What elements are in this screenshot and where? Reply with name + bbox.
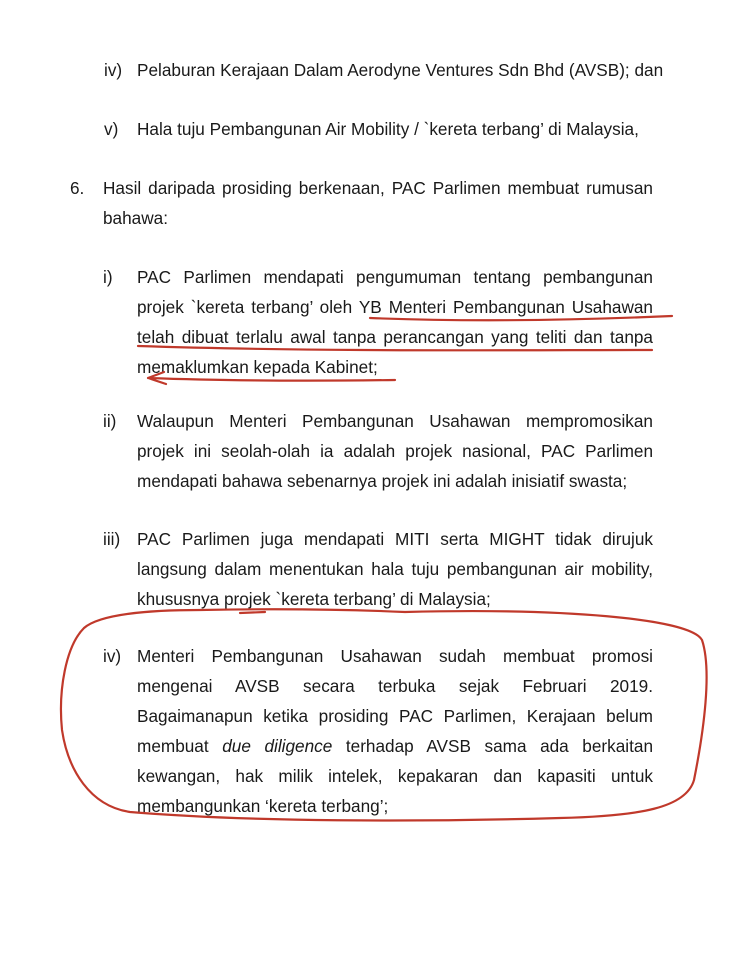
finding-iii-text: PAC Parlimen juga mendapati MITI serta MIGHT tidak dirujuk langsung dalam menentukan hala tuju pembangunan air mobility, khususnya projek `kereta terbang’ di Malaysia; [137, 529, 653, 609]
item-v-marker: v) [104, 119, 119, 139]
section-6-text: Hasil daripada prosiding berkenaan, PAC Parlimen membuat rumusan bahawa: [103, 178, 653, 228]
finding-i-text: PAC Parlimen mendapati pengumuman tentang pembangunan projek `kereta terbang’ oleh YB Menteri Pembangunan Usahawan telah dibuat terlalu awal tanpa perancangan yang teliti dan tanpa memaklumkan kepada Kabinet; [137, 267, 653, 377]
finding-iv-marker: iv) [103, 646, 122, 666]
finding-iv-italic-term: due diligence [222, 736, 333, 756]
finding-i-marker: i) [103, 267, 113, 287]
finding-iv-text-part-b: terhadap AVSB sama ada berkaitan kewangan, hak milik intelek, kepakaran dan kapasiti untuk membangunkan ‘kereta terbang’; [137, 736, 654, 816]
finding-iv-text [137, 641, 653, 821]
item-v-text: Hala tuju Pembangunan Air Mobility / `kereta terbang’ di Malaysia, [137, 119, 639, 139]
finding-iv-text-part-a: Menteri Pembangunan Usahawan sudah membuat promosi mengenai AVSB secara terbuka sejak Februari 2019. Bagaimanapun ketika prosiding PAC Parlimen, Kerajaan belum membuat [137, 646, 653, 756]
section-6-number: 6. [70, 178, 85, 198]
item-iv-text: Pelaburan Kerajaan Dalam Aerodyne Ventures Sdn Bhd (AVSB); dan [137, 60, 664, 80]
item-iv-marker: iv) [104, 60, 123, 80]
finding-iii-marker: iii) [103, 529, 121, 549]
finding-ii-text: Walaupun Menteri Pembangunan Usahawan mempromosikan projek ini seolah-olah ia adalah projek nasional, PAC Parlimen mendapati bahawa sebenarnya projek ini adalah inisiatif swasta; [137, 411, 653, 491]
finding-ii-marker: ii) [103, 411, 117, 431]
